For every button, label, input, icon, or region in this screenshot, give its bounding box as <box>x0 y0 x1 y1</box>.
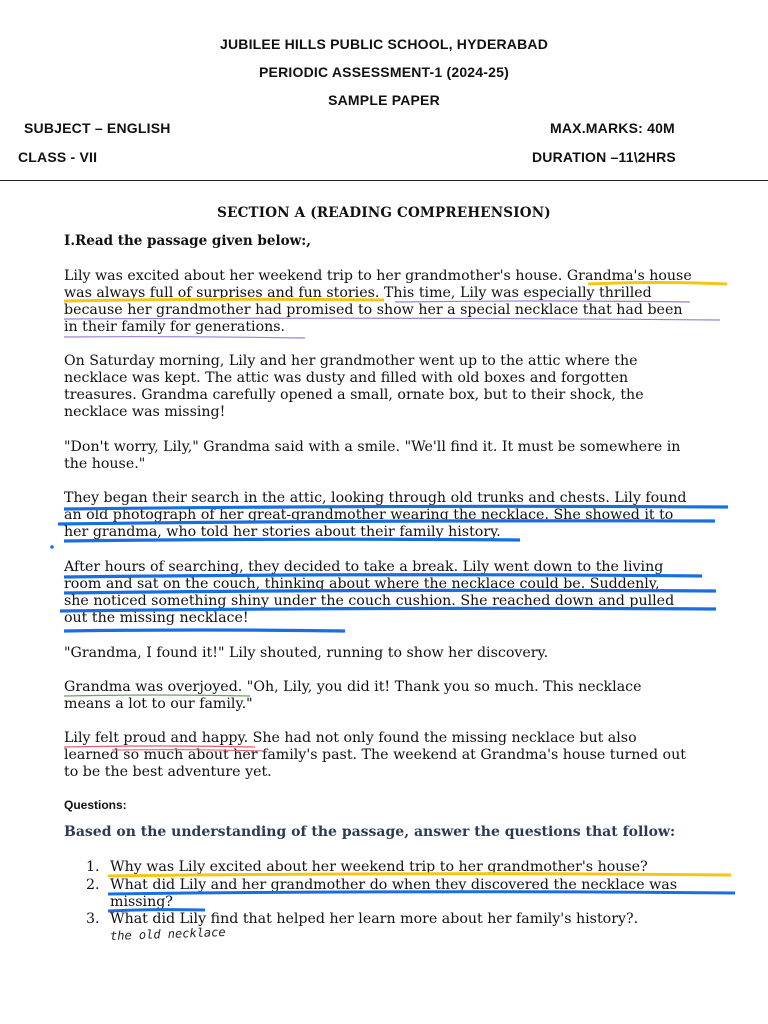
section-title: SECTION A (READING COMPREHENSION) <box>217 205 551 221</box>
passage-paragraph: Lily was excited about her weekend trip to her grandmother's house. Grandma's house was always full of surprises and fun stories. This time, Lily was especially thrilled because her grandmother had promised to show her a special necklace that had been in their family for generations. <box>64 268 692 335</box>
passage-paragraph: On Saturday morning, Lily and her grandmother went up to the attic where the necklace was kept. The attic was dusty and filled with old boxes and forgotten treasures. Grandma carefully opened a small, ornate box, but to their shock, the necklace was missing! <box>64 353 644 420</box>
blue-underline <box>64 630 345 631</box>
passage-paragraph: After hours of searching, they decided to take a break. Lily went down to the living room and sat on the couch, thinking about where the necklace could be. Suddenly, she noticed something shiny under the couch cushion. She reached down and pulled out the missing necklace! <box>64 559 675 626</box>
purple-underline <box>64 337 305 338</box>
school-name: JUBILEE HILLS PUBLIC SCHOOL, HYDERABAD <box>219 36 549 52</box>
passage-paragraph: They began their search in the attic, looking through old trunks and chests. Lily found an old photograph of her great-grandmother wearing the necklace. She showed it to her grandma, who told her stories about their family history. <box>64 490 687 540</box>
class-label: CLASS - VII <box>18 149 98 165</box>
questions-heading: Questions: <box>64 798 127 812</box>
instruction: I.Read the passage given below:, <box>64 233 311 249</box>
max-marks-label: MAX.MARKS: 40M <box>550 120 675 136</box>
duration-label: DURATION –11\2HRS <box>532 149 676 165</box>
question-number: 2. <box>86 877 100 893</box>
question-text: What did Lily find that helped her learn more about her family's history?. <box>110 911 639 927</box>
question-number: 3. <box>86 911 100 927</box>
passage-paragraph: "Don't worry, Lily," Grandma said with a smile. "We'll find it. It must be somewhere in the house." <box>64 439 681 472</box>
subject-label: SUBJECT – ENGLISH <box>24 120 171 136</box>
assessment-title: PERIODIC ASSESSMENT-1 (2024-25) <box>259 64 509 80</box>
handwritten-answer: the old necklace <box>109 924 226 944</box>
question-text: What did Lily and her grandmother do when they discovered the necklace was missing? <box>110 877 678 910</box>
header-divider <box>0 180 768 181</box>
question-text: Why was Lily excited about her weekend trip to her grandmother's house? <box>110 859 648 875</box>
passage-paragraph: Lily felt proud and happy. She had not only found the missing necklace but also learned so much about her family's past. The weekend at Grandma's house turned out to be the best adventure yet. <box>64 730 686 780</box>
passage-paragraph: Grandma was overjoyed. "Oh, Lily, you did it! Thank you so much. This necklace means a lot to our family." <box>64 679 642 712</box>
passage-paragraph: "Grandma, I found it!" Lily shouted, running to show her discovery. <box>64 645 549 661</box>
questions-intro: Based on the understanding of the passage, answer the questions that follow: <box>64 824 676 840</box>
question-number: 1. <box>86 859 100 875</box>
ink-dot <box>50 545 54 549</box>
paper-type: SAMPLE PAPER <box>328 92 440 108</box>
